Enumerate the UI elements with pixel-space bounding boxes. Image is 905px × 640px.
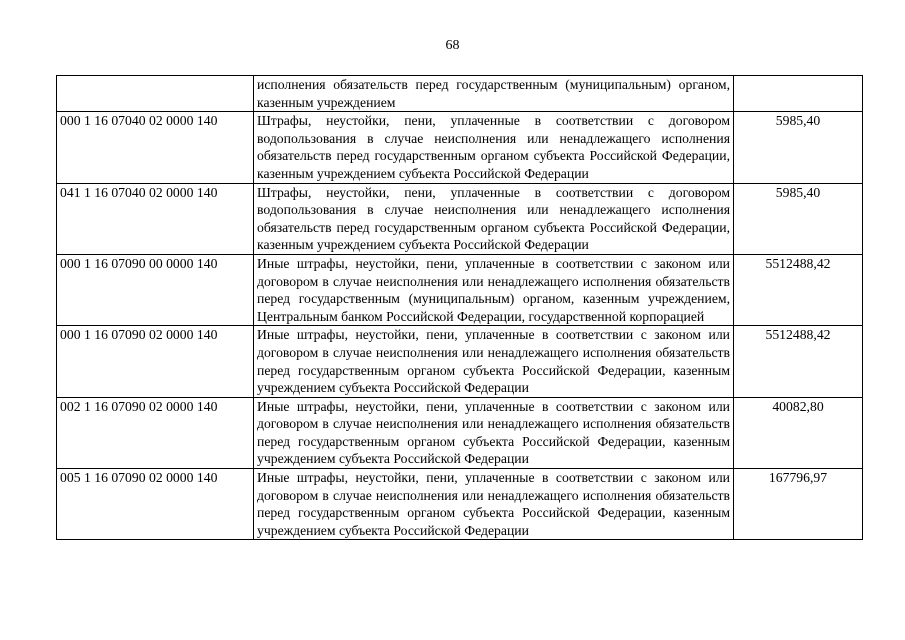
revenue-name-cell: Иные штрафы, неустойки, пени, уплаченные в соответствии с законом или договором в случае неисполнения или ненадлежащего исполнения обязательств перед государственным (муниципальным) органом, казенным учреждением, Центральным банком Российской Федерации, государственной корпорацией bbox=[254, 254, 734, 325]
table-row bbox=[57, 397, 863, 468]
budget-code-cell: 041 1 16 07040 02 0000 140 bbox=[57, 183, 254, 254]
table-row bbox=[57, 254, 863, 325]
revenue-name-cell: Штрафы, неустойки, пени, уплаченные в соответствии с договором водопользования в случае неисполнения или ненадлежащего исполнения обязательств перед государственным органом субъекта Российской Федерации, казенным учреждением субъекта Российской Федерации bbox=[254, 183, 734, 254]
revenue-name-cell: Иные штрафы, неустойки, пени, уплаченные в соответствии с законом или договором в случае неисполнения или ненадлежащего исполнения обязательств перед государственным органом субъекта Российской Федерации, казенным учреждением субъекта Российской Федерации bbox=[254, 326, 734, 397]
budget-code-cell: 000 1 16 07040 02 0000 140 bbox=[57, 112, 254, 183]
budget-code-cell: 002 1 16 07090 02 0000 140 bbox=[57, 397, 254, 468]
budget-table bbox=[56, 75, 863, 540]
table-row bbox=[57, 469, 863, 540]
amount-cell: 5985,40 bbox=[734, 112, 863, 183]
table-row bbox=[57, 76, 863, 112]
budget-code-cell: 000 1 16 07090 02 0000 140 bbox=[57, 326, 254, 397]
page-number: 68 bbox=[445, 38, 460, 53]
budget-code-cell: 000 1 16 07090 00 0000 140 bbox=[57, 254, 254, 325]
amount-cell: 5512488,42 bbox=[734, 326, 863, 397]
table-row bbox=[57, 183, 863, 254]
revenue-name-cell: Штрафы, неустойки, пени, уплаченные в соответствии с договором водопользования в случае неисполнения или ненадлежащего исполнения обязательств перед государственным органом субъекта Российской Федерации, казенным учреждением субъекта Российской Федерации bbox=[254, 112, 734, 183]
budget-code-cell bbox=[57, 76, 254, 112]
amount-cell bbox=[734, 76, 863, 112]
amount-cell: 5512488,42 bbox=[734, 254, 863, 325]
revenue-name-cell: Иные штрафы, неустойки, пени, уплаченные в соответствии с законом или договором в случае неисполнения или ненадлежащего исполнения обязательств перед государственным органом субъекта Российской Федерации, казенным учреждением субъекта Российской Федерации bbox=[254, 469, 734, 540]
table-row bbox=[57, 326, 863, 397]
revenue-name-cell: Иные штрафы, неустойки, пени, уплаченные в соответствии с законом или договором в случае неисполнения или ненадлежащего исполнения обязательств перед государственным органом субъекта Российской Федерации, казенным учреждением субъекта Российской Федерации bbox=[254, 397, 734, 468]
amount-cell: 5985,40 bbox=[734, 183, 863, 254]
table-row bbox=[57, 112, 863, 183]
amount-cell: 167796,97 bbox=[734, 469, 863, 540]
budget-code-cell: 005 1 16 07090 02 0000 140 bbox=[57, 469, 254, 540]
amount-cell: 40082,80 bbox=[734, 397, 863, 468]
revenue-name-cell: исполнения обязательств перед государственным (муниципальным) органом, казенным учреждением bbox=[254, 76, 734, 112]
